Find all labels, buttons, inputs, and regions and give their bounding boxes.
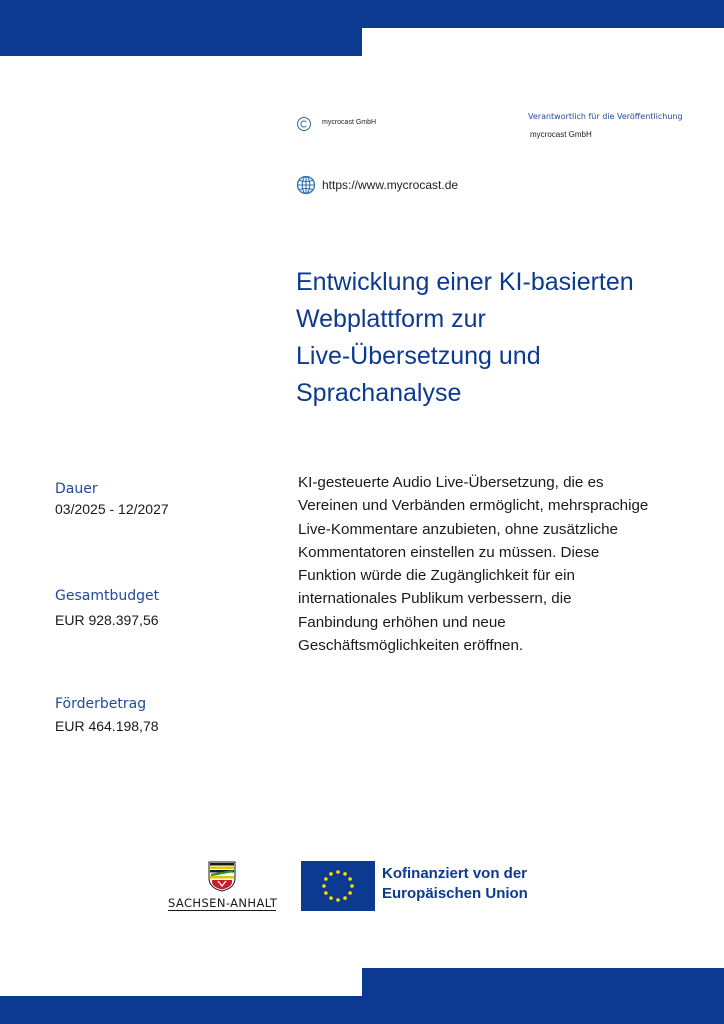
copyright-icon [296, 116, 312, 132]
description-line: internationales Publikum verbessern, die [298, 590, 572, 608]
title-line: Webplattform zur [296, 305, 486, 333]
sachsen-anhalt-crest-icon [207, 860, 237, 892]
duration-label: Dauer [55, 481, 98, 497]
top-bar-right [362, 0, 724, 28]
title-line: Live-Übersetzung und [296, 342, 541, 370]
responsible-label: Verantwortlich für die Veröffentlichung [528, 112, 683, 121]
funding-amount-label: Förderbetrag [55, 696, 147, 712]
description-line: KI-gesteuerte Audio Live-Übersetzung, die es [298, 474, 604, 491]
top-bar-left [0, 0, 362, 56]
funding-amount-value: EUR 464.198,78 [55, 718, 159, 734]
sachsen-anhalt-wordmark: SACHSEN-ANHALT [168, 896, 278, 910]
eu-flag-icon [301, 861, 375, 911]
publisher-name: mycrocast GmbH [322, 119, 377, 126]
eu-text-line: Kofinanziert von der [382, 865, 528, 882]
duration-value: 03/2025 - 12/2027 [55, 501, 169, 517]
sachsen-anhalt-underline [168, 910, 276, 911]
globe-icon [296, 175, 316, 195]
description-line: Vereinen und Verbänden ermöglicht, mehrsprachige [298, 497, 649, 515]
description-line: Live-Kommentare anzubieten, ohne zusätzliche [298, 520, 618, 538]
eu-cofinanced-text [382, 864, 528, 904]
title-line: Sprachanalyse [296, 379, 462, 407]
website-link[interactable]: https://www.mycrocast.de [322, 178, 459, 192]
title-line: Entwicklung einer KI-basierten [296, 268, 634, 296]
description-line: Fanbindung erhöhen und neue [298, 613, 506, 631]
project-title [296, 264, 696, 412]
description-line: Geschäftsmöglichkeiten eröffnen. [298, 637, 524, 655]
responsible-name: mycrocast GmbH [530, 130, 592, 139]
bottom-bar-right [362, 968, 724, 1024]
description-line: Funktion würde die Zugänglichkeit für ein [298, 567, 575, 585]
project-description [298, 471, 708, 657]
description-line: Kommentatoren einstellen zu müssen. Diese [298, 543, 600, 561]
total-budget-label: Gesamtbudget [55, 588, 160, 604]
bottom-bar-left [0, 996, 362, 1024]
eu-text-line: Europäischen Union [382, 885, 528, 902]
total-budget-value: EUR 928.397,56 [55, 612, 159, 628]
